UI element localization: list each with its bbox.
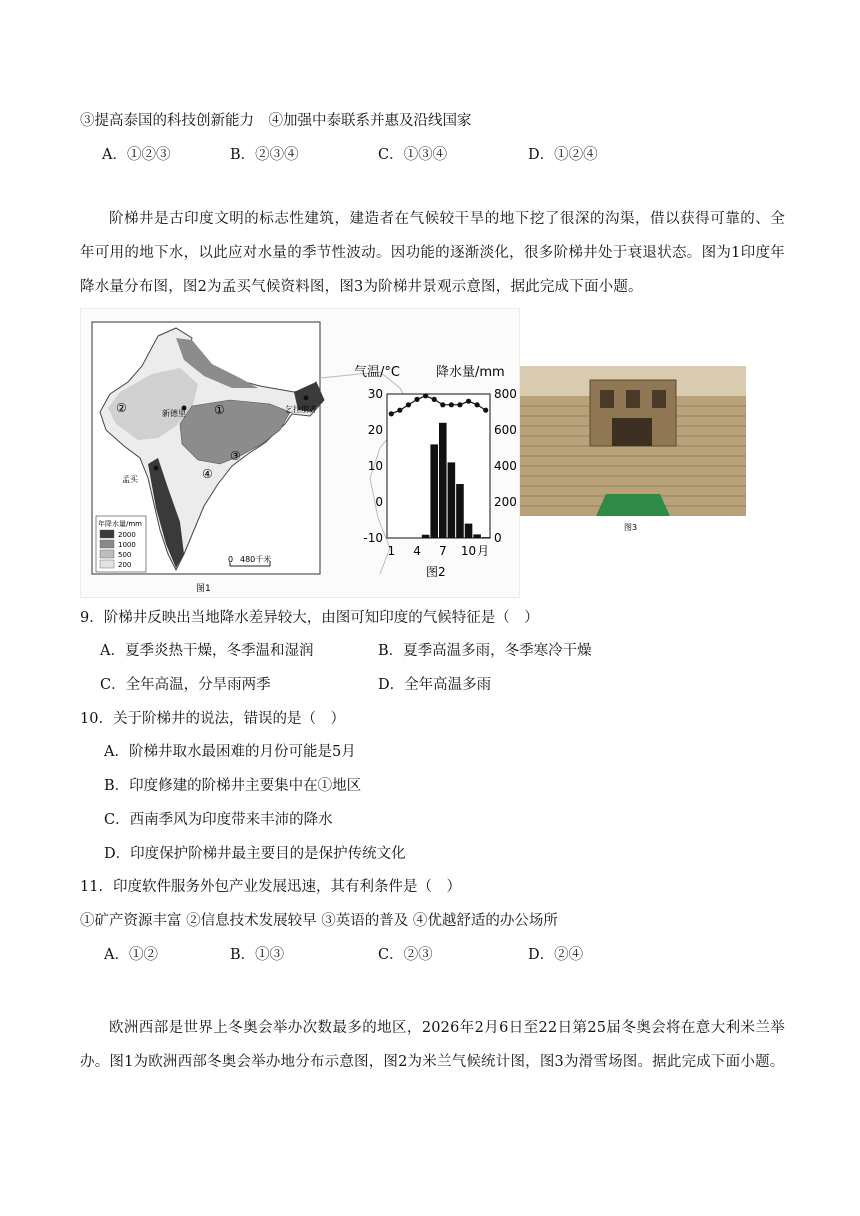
figure-3-caption: 图3 [624, 523, 638, 532]
x-unit-label: 月 [477, 544, 490, 558]
passage-stepwell: 阶梯井是古印度文明的标志性建筑，建造者在气候较干旱的地下挖了很深的沟渠，借以获得可靠的、全年可用的地下水，以此应对水量的季节性波动。因功能的逐渐淡化，很多阶梯井处于衰退状态。图为1印度年降水量分布图，图2为孟买气候资料图，图3为阶梯井景观示意图，据此完成下面小题。 [80, 211, 785, 295]
y-left-tick-0: 0 [375, 495, 383, 509]
legend-swatch-200 [100, 560, 114, 568]
temp-point-month-9 [457, 402, 462, 407]
q8-option-d[interactable]: D．①②④ [528, 147, 598, 163]
precip-bar-month-10 [465, 524, 473, 538]
temp-point-month-12 [483, 408, 488, 413]
precip-bar-month-9 [456, 484, 464, 538]
precip-bar-month-6 [430, 444, 438, 538]
q11-stem: 11．印度软件服务外包产业发展迅速，其有利条件是（ ） [80, 879, 461, 895]
temp-point-month-11 [475, 402, 480, 407]
precip-bar-month-5 [422, 535, 430, 538]
y-left-label: 气温/°C [354, 365, 400, 380]
x-tick-1: 1 [387, 544, 396, 558]
label-region-1: ① [214, 403, 225, 417]
precip-bar-month-12 [482, 537, 490, 538]
q9-option-b[interactable]: B．夏季高温多雨，冬季寒冷干燥 [378, 643, 592, 659]
precip-bar-month-7 [439, 423, 447, 538]
q10-option-d[interactable]: D．印度保护阶梯井最主要目的是保护传统文化 [104, 846, 406, 862]
legend-swatch-500 [100, 550, 114, 558]
label-cherrapunji: 乞拉朋齐 [285, 405, 317, 414]
label-region-4: ④ [202, 467, 213, 481]
label-new-delhi: 新德里 [162, 409, 186, 418]
q10-option-c[interactable]: C．西南季风为印度带来丰沛的降水 [104, 812, 333, 828]
q9-stem: 9．阶梯井反映出当地降水差异较大，由图可知印度的气候特征是（ ） [80, 610, 539, 626]
y-right-tick-0: 0 [494, 531, 502, 545]
y-right-tick-200: 200 [494, 495, 517, 509]
temp-point-month-7 [440, 402, 445, 407]
precip-bar-month-11 [473, 534, 481, 538]
q9-option-d[interactable]: D．全年高温多雨 [378, 677, 492, 693]
x-tick-4: 4 [413, 544, 421, 558]
legend-swatch-2000 [100, 530, 114, 538]
legend-value-1000: 1000 [118, 541, 136, 549]
y-right-tick-800: 800 [494, 387, 517, 401]
temp-point-month-1 [389, 411, 394, 416]
legend-swatch-1000 [100, 540, 114, 548]
label-region-3: ③ [230, 449, 241, 463]
temp-point-month-5 [423, 393, 428, 398]
label-mumbai: 孟买 [122, 475, 138, 484]
legend-value-2000: 2000 [118, 531, 136, 539]
temp-point-month-2 [397, 408, 402, 413]
y-right-tick-400: 400 [494, 459, 517, 473]
legend-value-500: 500 [118, 551, 132, 559]
q8-condition-line: ③提高泰国的科技创新能力 ④加强中泰联系并惠及沿线国家 [80, 113, 472, 129]
q11-option-b[interactable]: B．①③ [230, 947, 285, 963]
scale-label: 480千米 [240, 555, 272, 564]
temp-point-month-10 [466, 399, 471, 404]
legend-title: 年降水量/mm [98, 520, 142, 528]
svg-text:0: 0 [228, 555, 234, 564]
q9-option-a[interactable]: A．夏季炎热干燥，冬季温和湿润 [100, 643, 314, 659]
figure-2-caption: 图2 [426, 565, 446, 579]
q11-option-c[interactable]: C．②③ [378, 947, 433, 963]
q10-option-a[interactable]: A．阶梯井取水最困难的月份可能是5月 [104, 744, 356, 760]
q11-option-a[interactable]: A．①② [104, 947, 158, 963]
label-region-2: ② [116, 401, 127, 415]
y-left-tick-10: 10 [367, 459, 383, 473]
figure-1-caption: 图1 [196, 584, 211, 594]
q8-option-a[interactable]: A．①②③ [102, 147, 171, 163]
x-tick-10: 10 [460, 544, 477, 558]
q11-option-d[interactable]: D．②④ [528, 947, 584, 963]
y-left-tick-30: 30 [367, 387, 383, 401]
temp-point-month-3 [406, 402, 411, 407]
q9-option-c[interactable]: C．全年高温，分旱雨两季 [100, 677, 271, 693]
figure-3-stepwell-photo [520, 366, 746, 536]
q10-option-b[interactable]: B．印度修建的阶梯井主要集中在①地区 [104, 778, 362, 794]
y-right-tick-600: 600 [494, 423, 517, 437]
legend-value-200: 200 [118, 561, 132, 569]
q8-option-c[interactable]: C．①③④ [378, 147, 448, 163]
y-right-label: 降水量/mm [436, 365, 505, 380]
y-left-tick-20: 20 [367, 423, 383, 437]
x-tick-7: 7 [438, 544, 447, 558]
y-left-tick--10: -10 [363, 531, 383, 545]
figure-2-climate-chart [352, 356, 522, 584]
q8-option-b[interactable]: B．②③④ [230, 147, 299, 163]
temp-point-month-6 [432, 397, 437, 402]
temp-point-month-8 [449, 402, 454, 407]
q11-conditions: ①矿产资源丰富 ②信息技术发展较早 ③英语的普及 ④优越舒适的办公场所 [80, 913, 558, 929]
temp-point-month-4 [414, 397, 419, 402]
precip-bar-month-8 [448, 462, 456, 538]
q10-stem: 10．关于阶梯井的说法，错误的是（ ） [80, 711, 345, 727]
passage-winter-olympics: 欧洲西部是世界上冬奥会举办次数最多的地区，2026年2月6日至22日第25届冬奥会将在意大利米兰举办。图1为欧洲西部冬奥会举办地分布示意图，图2为米兰气候统计图，图3为滑雪场图。据此完成下面小题。 [80, 1020, 785, 1070]
